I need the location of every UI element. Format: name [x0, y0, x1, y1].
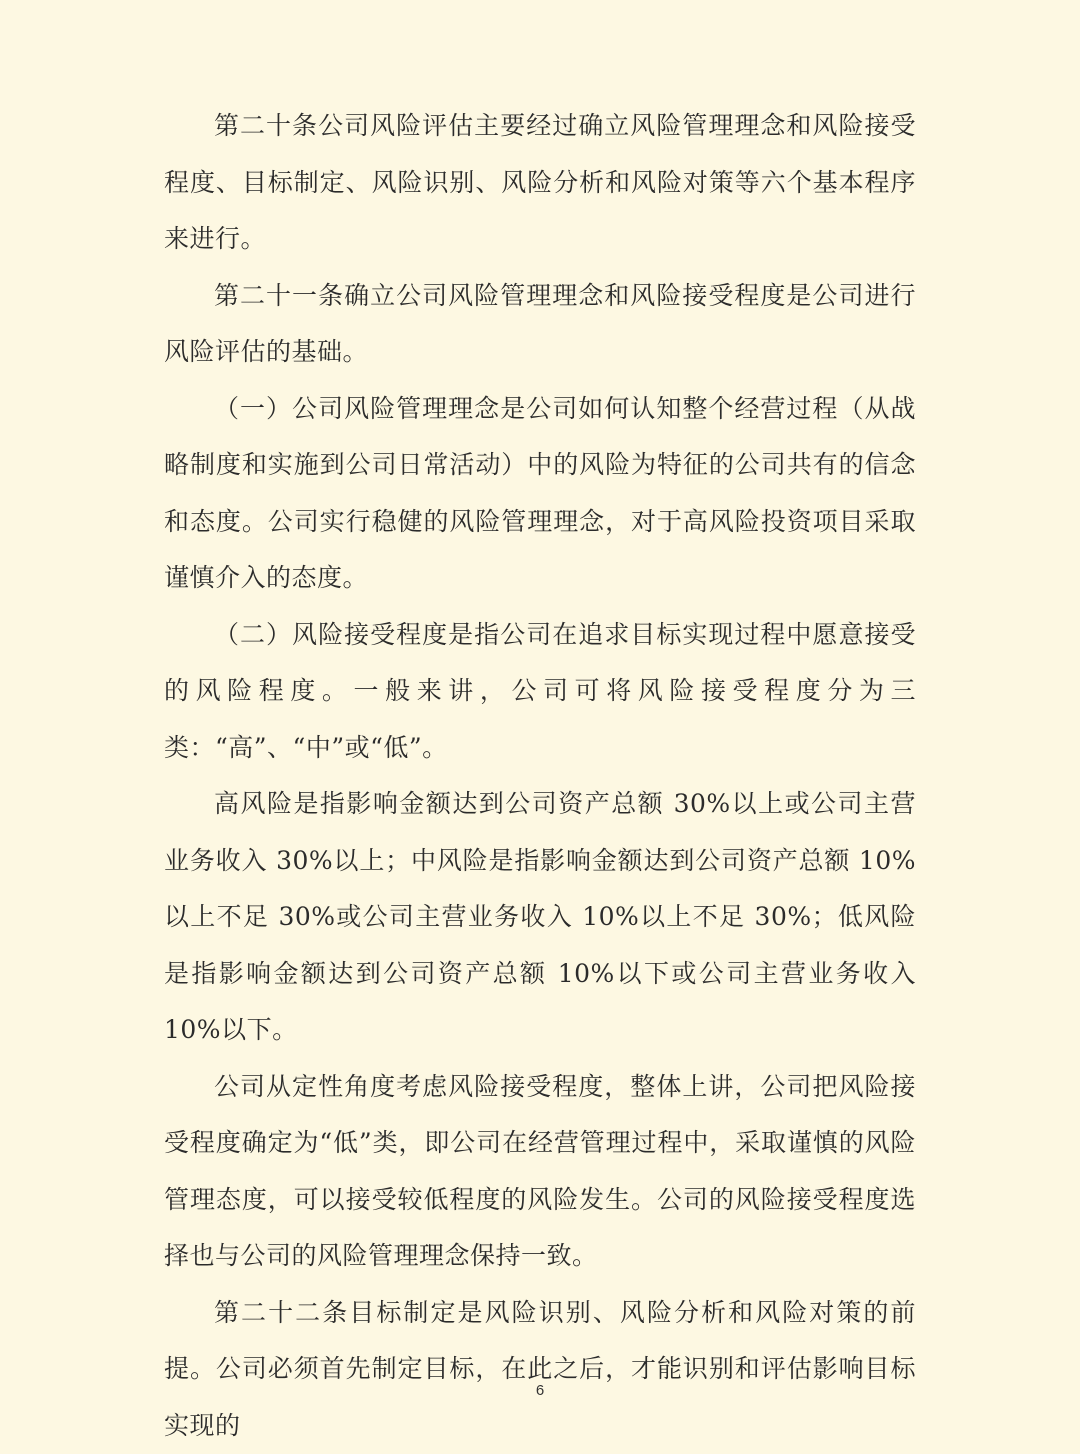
page-number: 6	[0, 1382, 1080, 1399]
paragraph-article-21: 第二十一条确立公司风险管理理念和风险接受程度是公司进行风险评估的基础。	[164, 268, 916, 381]
paragraph-article-22: 第二十二条目标制定是风险识别、风险分析和风险对策的前提。公司必须首先制定目标，在此之后，才能识别和评估影响目标实现的	[164, 1285, 916, 1454]
document-body	[164, 98, 916, 1454]
paragraph-article-20: 第二十条公司风险评估主要经过确立风险管理理念和风险接受程度、目标制定、风险识别、风险分析和风险对策等六个基本程序来进行。	[164, 98, 916, 268]
paragraph-item-1-risk-philosophy: （一）公司风险管理理念是公司如何认知整个经营过程（从战略制度和实施到公司日常活动）中的风险为特征的公司共有的信念和态度。公司实行稳健的风险管理理念，对于高风险投资项目采取谨慎介入的态度。	[164, 381, 916, 607]
paragraph-risk-levels: 高风险是指影响金额达到公司资产总额 30%以上或公司主营业务收入 30%以上；中风险是指影响金额达到公司资产总额 10%以上不足 30%或公司主营业务收入 10%以上不足 30%；低风险是指影响金额达到公司资产总额 10%以下或公司主营业务收入 10%以下。	[164, 776, 916, 1059]
paragraph-item-2-risk-appetite: （二）风险接受程度是指公司在追求目标实现过程中愿意接受的风险程度。一般来讲，公司可将风险接受程度分为三类：“高”、“中”或“低”。	[164, 607, 916, 777]
paragraph-qualitative-appetite: 公司从定性角度考虑风险接受程度，整体上讲，公司把风险接受程度确定为“低”类，即公司在经营管理过程中，采取谨慎的风险管理态度，可以接受较低程度的风险发生。公司的风险接受程度选择也与公司的风险管理理念保持一致。	[164, 1059, 916, 1285]
